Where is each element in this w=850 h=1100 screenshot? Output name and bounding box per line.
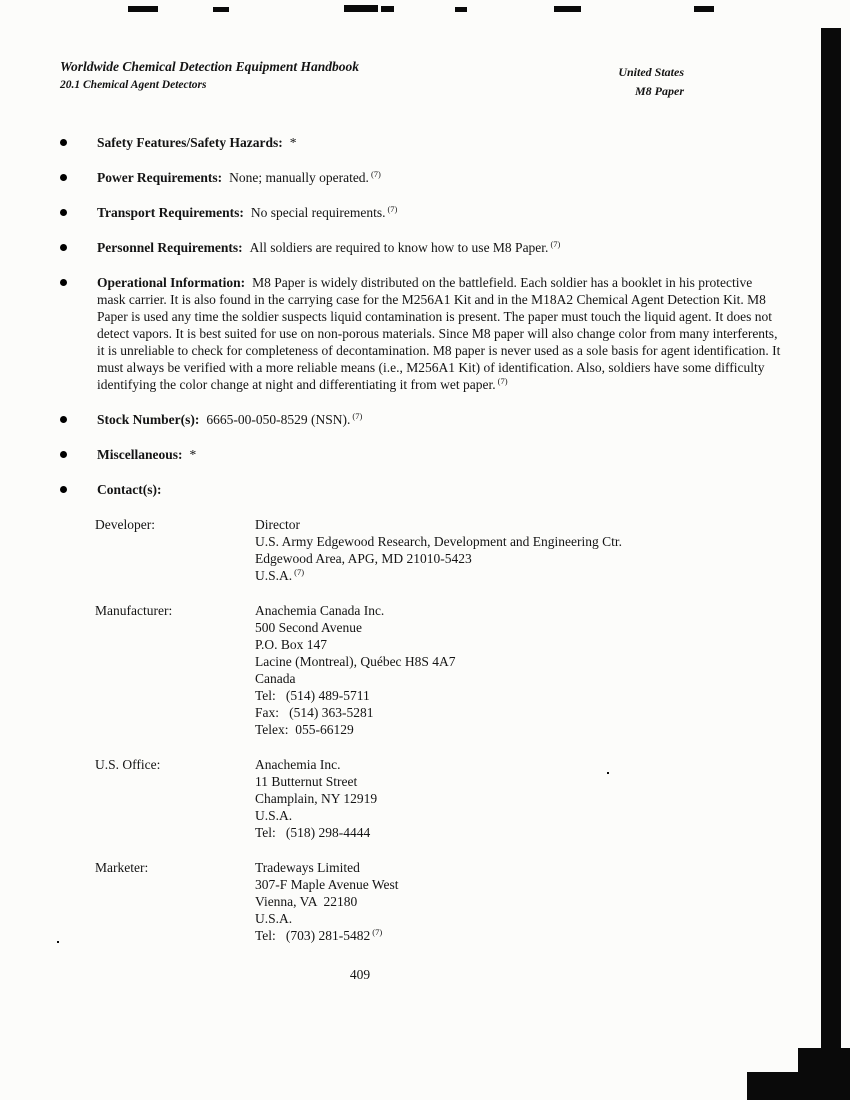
bullet-item-contacts xyxy=(60,481,784,498)
contact-line: Anachemia Canada Inc. xyxy=(255,603,385,618)
page-header xyxy=(60,58,784,100)
contact-manufacturer xyxy=(95,602,784,738)
bullet-icon xyxy=(60,244,67,251)
contact-marketer xyxy=(95,859,784,944)
contact-role: Marketer: xyxy=(95,860,149,875)
page-number: 409 xyxy=(349,967,371,982)
country-label: United States xyxy=(618,65,684,79)
contact-role: U.S. Office: xyxy=(95,757,161,772)
footnote-ref: (7) xyxy=(497,375,508,386)
scan-artifact xyxy=(57,941,59,943)
bullet-label: Contact(s): xyxy=(97,482,162,497)
footnote-ref: (7) xyxy=(550,238,561,249)
contact-line: Anachemia Inc. xyxy=(255,757,341,772)
bullet-text: * xyxy=(189,447,197,462)
scan-artifact xyxy=(344,5,378,12)
bullet-icon xyxy=(60,416,67,423)
bullet-item-operational xyxy=(60,274,784,393)
contact-line: U.S.A. xyxy=(255,808,293,823)
contact-line: Lacine (Montreal), Québec H8S 4A7 xyxy=(255,654,456,669)
contact-line: Canada xyxy=(255,671,296,686)
header-left xyxy=(60,58,359,100)
bullet-text: No special requirements. xyxy=(250,205,386,220)
section-title: 20.1 Chemical Agent Detectors xyxy=(60,79,207,91)
contact-developer xyxy=(95,516,784,584)
bullet-label: Miscellaneous: xyxy=(97,447,183,462)
bullet-label: Personnel Requirements: xyxy=(97,240,243,255)
contact-line: Edgewood Area, APG, MD 21010-5423 xyxy=(255,551,472,566)
page-content xyxy=(60,58,784,983)
bullet-item-personnel xyxy=(60,239,784,256)
footnote-ref: (7) xyxy=(372,926,383,937)
bullet-label: Operational Information: xyxy=(97,275,246,290)
contact-line: P.O. Box 147 xyxy=(255,637,328,652)
equipment-label: M8 Paper xyxy=(635,84,684,98)
contact-line: 307-F Maple Avenue West xyxy=(255,877,399,892)
contact-line: U.S. Army Edgewood Research, Development and Engineering Ctr. xyxy=(255,534,623,549)
bullet-label: Safety Features/Safety Hazards: xyxy=(97,135,283,150)
bullet-item-transport xyxy=(60,204,784,221)
contact-role: Manufacturer: xyxy=(95,603,173,618)
contact-line: Telex: 055-66129 xyxy=(255,722,354,737)
bullet-icon xyxy=(60,451,67,458)
bullet-icon xyxy=(60,209,67,216)
bullet-text: M8 Paper is widely distributed on the battlefield. Each soldier has a booklet in his protective mask carrier. It is also found in the carrying case for the M256A1 Kit and in the M18A2 Chemical Agent Detection Kit. M8 Paper is used any time the soldier suspects liquid contamination is present. The paper must touch the liquid agent. It does not detect vapors. It is best suited for use on non-porous materials. Since M8 paper will also change color from many interferents, it is unreliable to check for completeness of decontamination. M8 paper is never used as a sole basis for agent identification. It must always be verified with a more reliable means (i.e., M256A1 Kit) of identification. Also, soldiers have some difficulty identifying the color change at night and differentiating it from wet paper. xyxy=(97,275,781,392)
contact-line: U.S.A. $^{(7)}$ xyxy=(255,566,305,583)
contact-line: 500 Second Avenue xyxy=(255,620,362,635)
scan-artifact xyxy=(128,6,158,12)
contact-line: Tel: (703) 281-5482 $^{(7)}$ xyxy=(255,926,383,943)
contact-line: Fax: (514) 363-5281 xyxy=(255,705,374,720)
bullet-label: Transport Requirements: xyxy=(97,205,244,220)
bullet-label: Power Requirements: xyxy=(97,170,223,185)
bullet-icon xyxy=(60,174,67,181)
bullet-text: 6665-00-050-8529 (NSN). xyxy=(206,412,351,427)
scan-artifact xyxy=(381,6,394,12)
bullet-item-stock-number xyxy=(60,411,784,428)
contacts-section xyxy=(95,516,784,944)
bullet-icon xyxy=(60,279,67,286)
bullet-text: None; manually operated. xyxy=(229,170,369,185)
bullet-text: * xyxy=(289,135,297,150)
contact-role: Developer: xyxy=(95,517,155,532)
contact-line: 11 Butternut Street xyxy=(255,774,358,789)
contact-line: Champlain, NY 12919 xyxy=(255,791,378,806)
bullet-text: All soldiers are required to know how to use M8 Paper. xyxy=(249,240,549,255)
contact-line: Director xyxy=(255,517,300,532)
bullet-icon xyxy=(60,139,67,146)
header-right xyxy=(618,58,684,100)
scan-edge-bar xyxy=(821,28,841,1100)
contact-line: U.S.A. xyxy=(255,911,293,926)
scan-artifact xyxy=(747,1072,850,1100)
bullet-item-safety xyxy=(60,134,784,151)
contact-line: Tel: (518) 298-4444 xyxy=(255,825,371,840)
footnote-ref: (7) xyxy=(352,410,363,421)
bullet-label: Stock Number(s): xyxy=(97,412,200,427)
scan-artifact xyxy=(554,6,581,12)
footnote-ref: (7) xyxy=(387,203,398,214)
footnote-ref: (7) xyxy=(370,168,381,179)
scan-artifact xyxy=(694,6,714,12)
bullet-list xyxy=(60,134,784,498)
bullet-item-power xyxy=(60,169,784,186)
bullet-item-miscellaneous xyxy=(60,446,784,463)
contact-us-office xyxy=(95,756,784,841)
scan-artifact xyxy=(455,7,467,12)
contact-line: Tel: (514) 489-5711 xyxy=(255,688,370,703)
scan-artifact xyxy=(213,7,229,12)
contact-line: Vienna, VA 22180 xyxy=(255,894,358,909)
handbook-title: Worldwide Chemical Detection Equipment Handbook xyxy=(60,59,360,74)
contact-line: Tradeways Limited xyxy=(255,860,360,875)
bullet-icon xyxy=(60,486,67,493)
footnote-ref: (7) xyxy=(294,566,305,577)
